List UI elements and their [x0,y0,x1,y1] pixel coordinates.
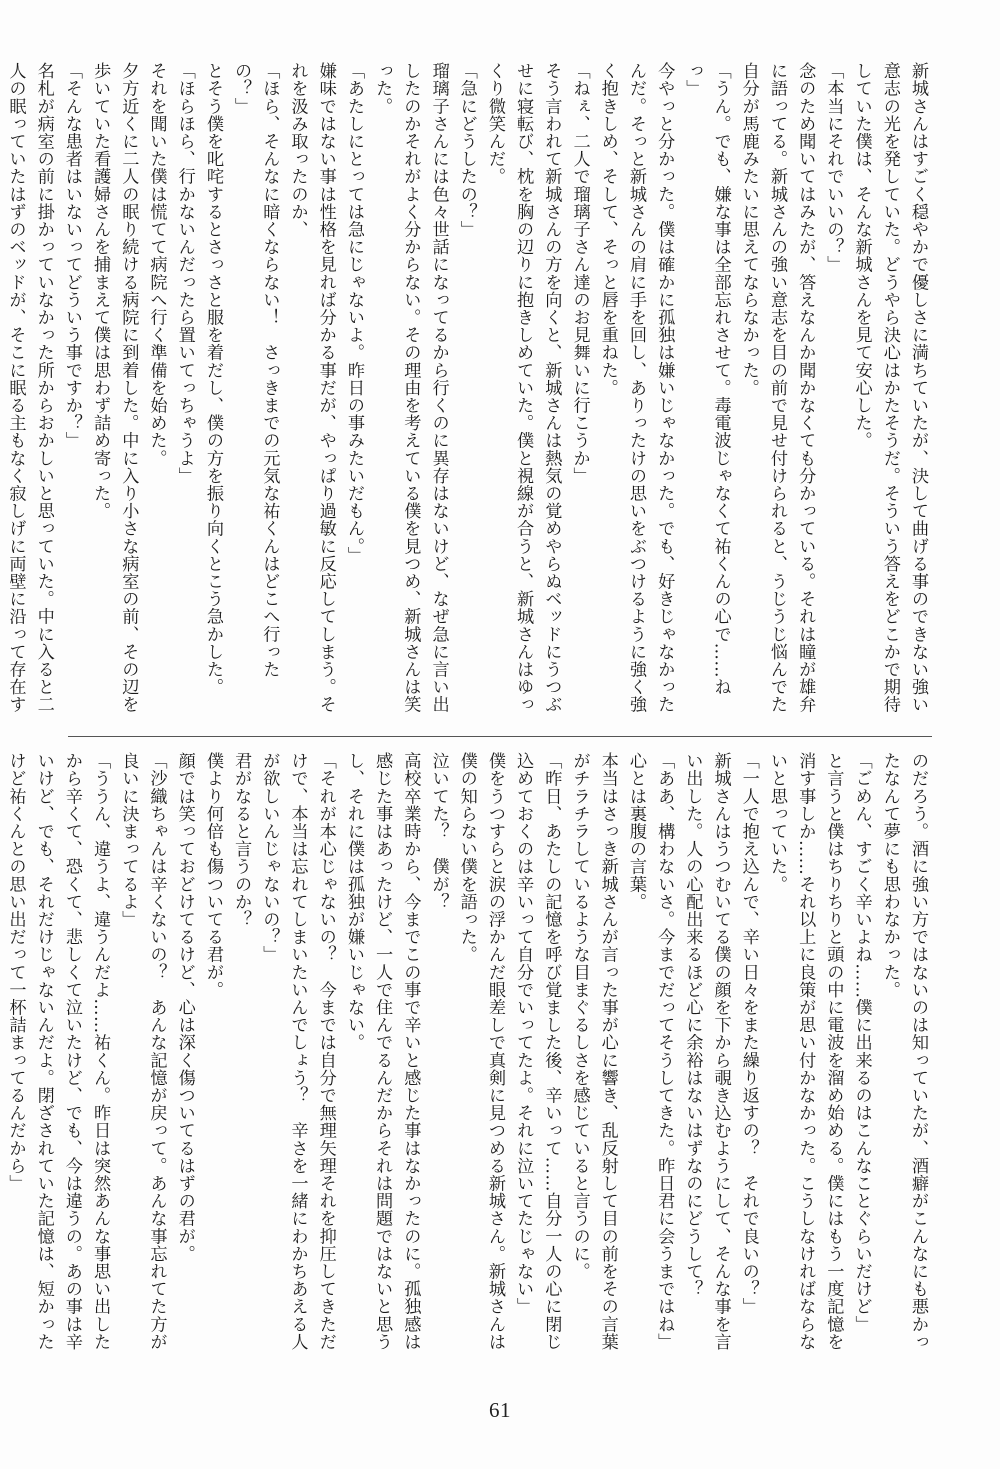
paragraph: 夕方近くに二人の眠り続ける病院に到着した。中に入り小さな病室の前、その辺を歩いていた看護婦さんを捕まえて僕は思わず詰め寄った。 [90,62,139,714]
paragraph: とそう僕を叱咤するとさっさと服を着だし、僕の方を振り向くとこう急かした。 [202,62,223,696]
paragraph: 「昨日、あたしの記憶を呼び覚ました後、辛いって……自分一人の心に閉じ込めておくのは辛いって自分でいってたよ。それに泣いてたじゃない」 [513,752,562,1351]
paragraph: 「一人で抱え込んで、辛い日々をまた繰り返すの？ それで良いの？」 [738,752,759,1316]
paragraph: 君がなると言うのか？ [231,752,252,928]
paragraph: 「ほら、そんなに暗くならない！ さっきまでの元気な祐くんはどこへ行ったの？」 [231,62,280,678]
paragraph: 「沙織ちゃんは辛くないの？ あんな記憶が戻って。あんな事忘れてた方が良いに決まってるよ」 [118,752,167,1351]
paragraph: 「あたしにとっては急にじゃないよ。昨日の事みたいだもん。」 [343,62,364,564]
paragraph: 「うん。でも、嫌な事は全部忘れさせて。毒電波じゃなくて祐くんの心で……ねっ」 [682,62,731,696]
paragraph: 高校卒業時から、今までこの事で辛いと感じた事はなかったのに。孤独感は感じた事はあったけど、一人で住んでるんだからそれは問題ではないと思うし、それに僕は孤独が嫌いじゃない。 [343,752,421,1351]
paragraph: 新城さんはうつむいてる僕の顔を下から覗き込むようにして、そんな事を言い出した。人の心配出来るほど心に余裕はないはずなのにどうして？ [682,752,731,1351]
paragraph: 僕より何倍も傷ついてる君が。 [202,752,223,999]
paragraph: それを聞いた僕は慌てて病院へ行く準備を始めた。 [146,62,167,467]
paragraph: のだろう。酒に強い方ではないのは知っていたが、酒癖がこんなにも悪かったなんて夢にも思わなかった。 [879,752,928,1351]
paragraph: と言うと僕はちりちりと頭の中に電波を溜め始める。僕にはもう一度記憶を消す事しか……それ以上に良策が思い付かなかった。こうしなければならないと思っていた。 [766,752,844,1351]
paragraph: 「急にどうしたの？」 [456,62,477,238]
paragraph: 心とは裏腹の言葉。 [625,752,646,911]
paragraph: 「ほらほら、行かないんだったら置いてっちゃうよ」 [174,62,195,485]
paragraph: 「ごめん、すごく辛いよね……僕に出来るのはこんなことぐらいだけど」 [851,752,872,1333]
page-number: 61 [489,1398,511,1422]
paragraph: 「ねぇ、二人で瑠璃子さん達のお見舞いに行こうか」 [569,62,590,485]
paragraph: 「そんな患者はいないってどういう事ですか？」 [61,62,82,450]
paragraph: 名札が病室の前に掛かっていなかった所からおかしいと思っていた。中に入ると二人の眠っていたはずのベッドが、そこに眠る主もなく寂しげに両壁に沿って存在す [5,62,54,714]
paragraph: 新城さんはすごく穏やかで優しさに満ちていたが、決して曲げる事のできない強い意志の光を発していた。どうやら決心はかたそうだ。そういう答えをどこかで期待していた僕は、そんな新城さんを見て安心した。 [851,62,928,714]
paragraph: 「それが本心じゃないの？ 今までは自分で無理矢理それを抑圧してきただけで、本当は忘れてしまいたいんでしょう？ 辛さを一緒にわかちあえる人が欲しいんじゃないの？」 [259,752,336,1351]
paragraph: 瑠璃子さんには色々世話になってるから行くのに異存はないけど、なぜ急に言い出したのかそれがよく分からない。その理由を考えている僕を見つめ、新城さんは笑った。 [372,62,449,714]
paragraph: 「本当にそれでいいの？」 [823,62,844,274]
paragraph: そう言われて新城さんの方を向くと、新城さんは熱気の覚めやらぬベッドにうつぶせに寝転び、枕を胸の辺りに抱きしめていた。僕と視線が合うと、新城さんはゆっくり微笑んだ。 [484,62,562,714]
bottom-text-block [5,752,932,1367]
paragraph: 念のため聞いてはみたが、答えなんか聞かなくても分かっている。それは瞳が雄弁に語ってる。新城さんの強い意志を目の前で見せ付けられると、うじうじ悩んでた自分が馬鹿みたいに思えてならなかった。 [738,62,816,714]
paragraph: 「ああ、構わないさ。今までだってそうしてきた。昨日君に会うまではね」 [654,752,675,1351]
top-text-block [5,62,932,722]
paragraph: 僕をうつすらと涙の浮かんだ眼差しで真剣に見つめる新城さん。新城さんは僕の知らない僕を語った。 [456,752,505,1351]
paragraph: 今やっと分かった。僕は確かに孤独は嫌いじゃなかった。でも、好きじゃなかったんだ。そっと新城さんの肩に手を回し、ありったけの思いをぶつけるように強く強く抱きしめ、そして、そっと唇を重ねた。 [597,62,675,714]
paragraph: 「ううん、違うよ、違うんだよ……祐くん。昨日は突然あんな事思い出したから辛くて、恐くて、悲しくて泣いたけど、でも、今は違うの。あの事は辛いけど、でも、それだけじゃないんだよ。閉ざされていた記憶は、短かったけど祐くんとの思い出だって一杯詰まってるんだから」 [5,752,111,1351]
paragraph: 顔では笑っておどけてるけど、心は深く傷ついてるはずの君が。 [174,752,195,1263]
paragraph: 本当はさっき新城さんが言った事が心に響き、乱反射して目の前をその言葉がチラチラしているような目まぐるしさを感じていると言うのに。 [569,752,618,1351]
paragraph: 泣いてた？ 僕が？ [428,752,449,911]
paragraph: 嫌味ではない事は性格を見れば分かる事だが、やっぱり過敏に反応してしまう。それを汲み取ったのか、 [287,62,336,714]
section-divider [68,736,932,737]
